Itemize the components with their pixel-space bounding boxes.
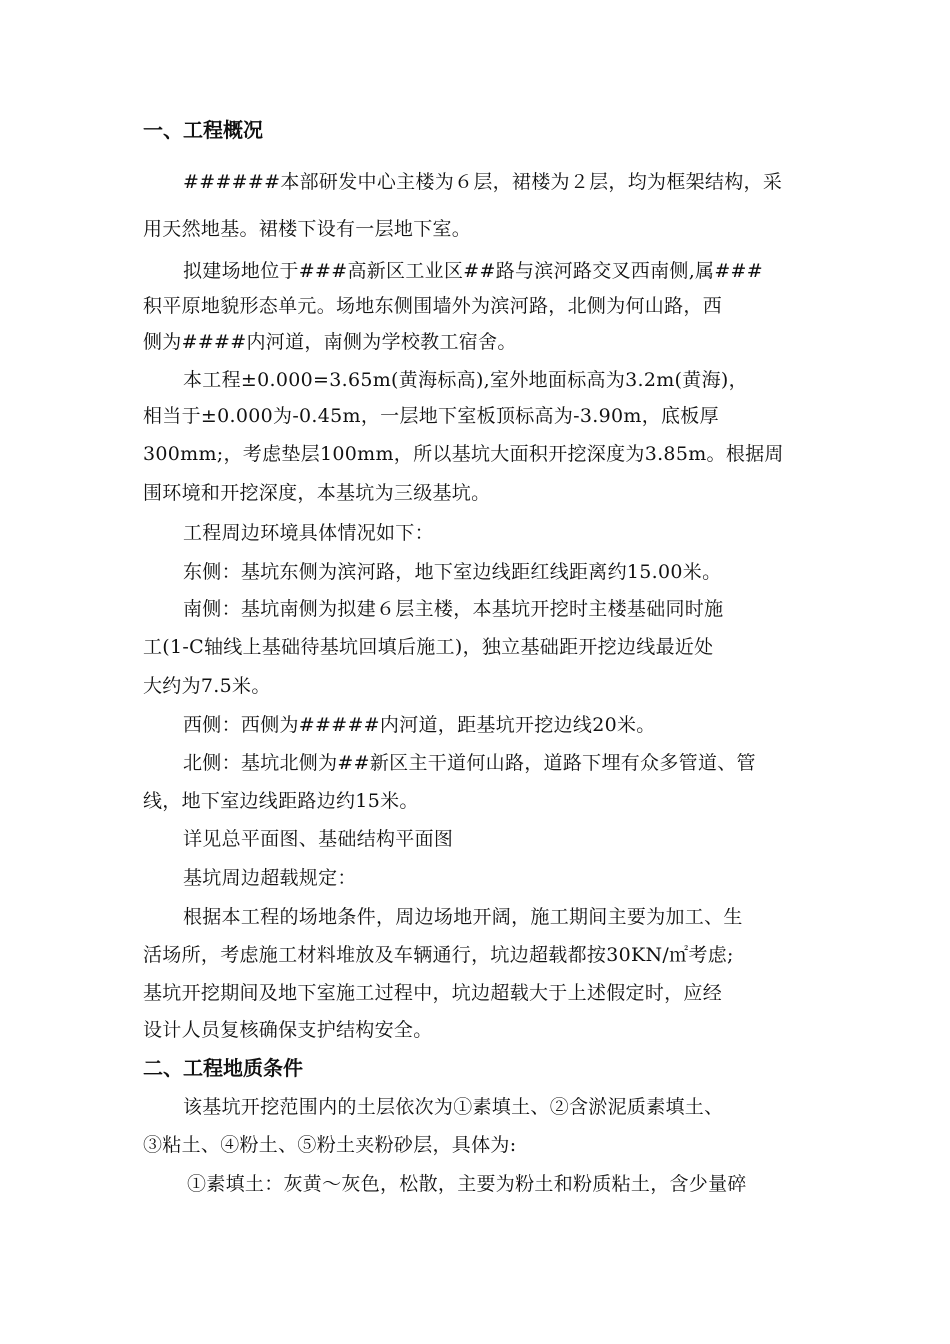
text-line: 基坑周边超载规定： [183,867,357,889]
text-line: 大约为7.5米。 [143,675,271,697]
text-line: 积平原地貌形态单元。场地东侧围墙外为滨河路，北侧为何山路，西 [143,295,723,317]
text-line: ######本部研发中心主楼为６层，裙楼为２层，均为框架结构，采 [183,171,783,193]
text-line: 根据本工程的场地条件，周边场地开阔，施工期间主要为加工、生 [183,906,743,928]
text-line: 基坑开挖期间及地下室施工过程中，坑边超载大于上述假定时，应经 [143,982,723,1004]
text-line: 围环境和开挖深度，本基坑为三级基坑。 [143,482,491,504]
text-line: 详见总平面图、基础结构平面图 [183,828,454,850]
text-line: 该基坑开挖范围内的土层依次为①素填土、②含淤泥质素填土、 [183,1096,724,1118]
text-line: 工(1-C轴线上基础待基坑回填后施工)，独立基础距开挖边线最近处 [143,636,714,658]
section-heading-geology: 二、工程地质条件 [143,1056,303,1080]
text-line: 东侧：基坑东侧为滨河路，地下室边线距红线距离约15.00米。 [183,561,722,583]
text-line: ③粘土、④粉土、⑤粉土夹粉砂层，具体为: [143,1134,517,1156]
text-line: 设计人员复核确保支护结构安全。 [143,1019,433,1041]
text-line: 活场所，考虑施工材料堆放及车辆通行，坑边超载都按30KN/㎡考虑; [143,944,734,966]
text-line: 工程周边环境具体情况如下： [183,522,434,544]
text-line: 西侧：西侧为#####内河道，距基坑开挖边线20米。 [183,714,656,736]
text-line: 300mm;，考虑垫层100mm，所以基坑大面积开挖深度为3.85m。根据周 [143,443,784,465]
text-line: 南侧：基坑南侧为拟建６层主楼，本基坑开挖时主楼基础同时施 [183,598,724,620]
section-heading-overview: 一、工程概况 [143,118,263,142]
text-line: 本工程±0.000=3.65m(黄海标高),室外地面标高为3.2m(黄海)， [183,369,748,391]
text-line: 侧为####内河道，南侧为学校教工宿舍。 [143,331,517,353]
text-line: ①素填土：灰黄～灰色，松散，主要为粉土和粉质粘土，含少量碎 [187,1173,747,1195]
text-line: 用天然地基。裙楼下设有一层地下室。 [143,218,472,240]
text-line: 相当于±0.000为-0.45m，一层地下室板顶标高为-3.90m，底板厚 [143,405,719,427]
text-line: 拟建场地位于###高新区工业区##路与滨河路交叉西南侧,属### [183,260,763,282]
text-line: 线，地下室边线距路边约15米。 [143,790,419,812]
text-line: 北侧：基坑北侧为##新区主干道何山路，道路下埋有众多管道、管 [183,752,756,774]
